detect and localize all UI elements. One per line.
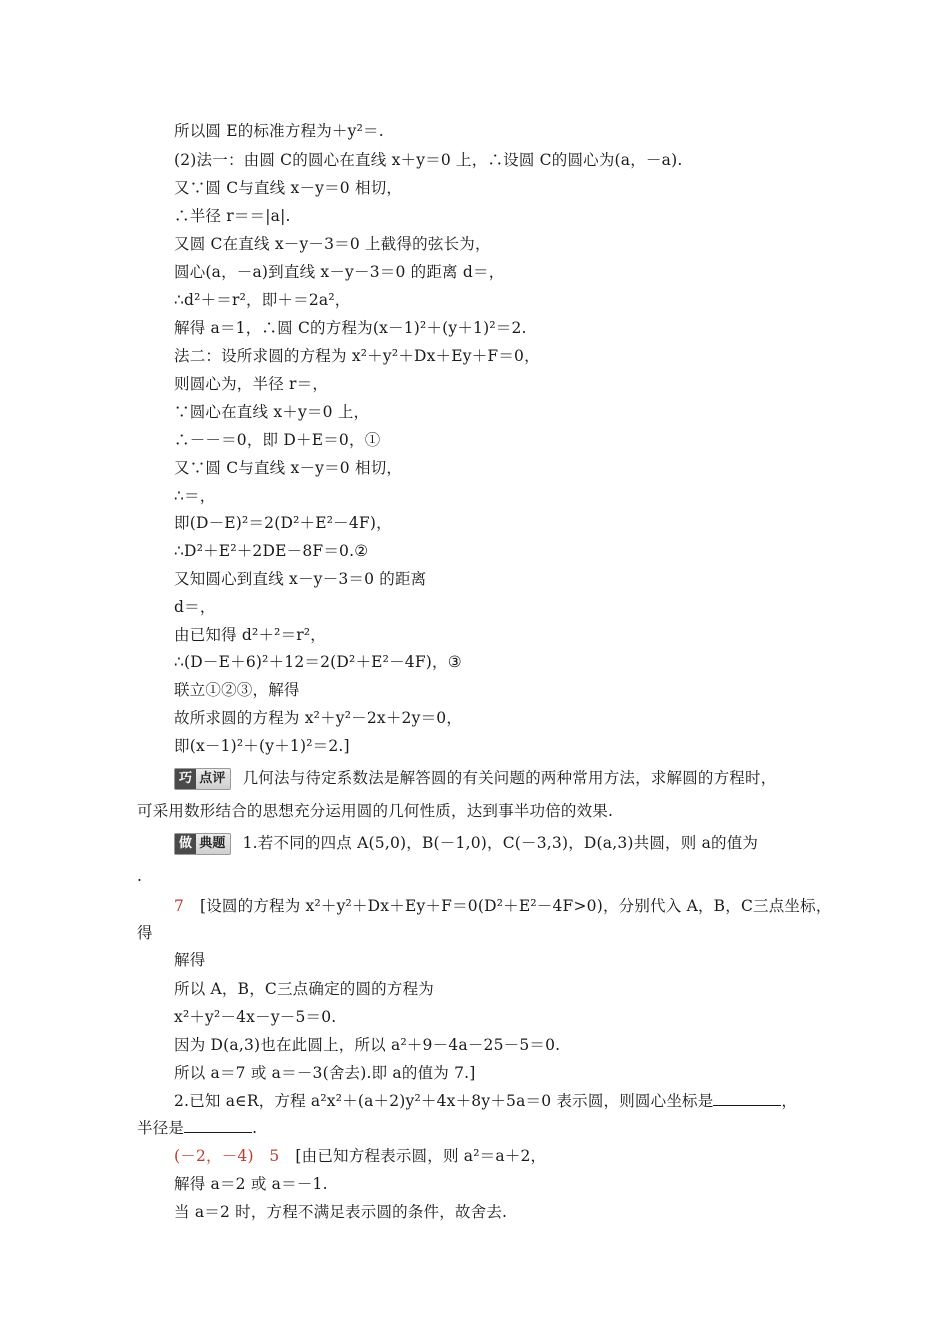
answer-1-line — [174, 896, 832, 916]
question-1-line-2: . — [137, 867, 143, 885]
practice-tag-box: 做 — [175, 834, 196, 854]
answer-1-text: [设圆的方程为 x²＋y²＋Dx＋Ey＋F＝0(D²＋E²－4F>0)，分别代入 A，B，C三点坐标， — [199, 897, 832, 915]
comment-tag — [174, 768, 231, 790]
question-2-text: 2.已知 a∈R，方程 a²x²＋(a＋2)y²＋4x＋8y＋5a＝0 表示圆，则圆心坐标是 — [174, 1092, 714, 1110]
question-1-text: 1.若不同的四点 A(5,0)，B(－1,0)，C(－3,3)，D(a,3)共圆，则 a的值为 — [242, 834, 759, 852]
question-2-radius-text: 半径是 — [137, 1119, 185, 1137]
question-2-line-2 — [137, 1118, 257, 1138]
answer-blank — [184, 1118, 252, 1133]
text-line: 故所求圆的方程为 x²＋y²－2x＋2y＝0， — [174, 709, 463, 727]
question-2-end-punct: . — [252, 1119, 258, 1137]
text-line: ∴d²＋＝r²，即＋＝2a²， — [174, 291, 351, 309]
comment-tag-label: 点评 — [199, 771, 226, 786]
practice-tag — [174, 833, 231, 855]
text-line: 又知圆心到直线 x－y－3＝0 的距离 — [174, 570, 427, 588]
text-line: 则圆心为，半径 r＝， — [174, 375, 329, 393]
text-line: 由已知得 d²＋²＝r²， — [174, 626, 326, 644]
answer-2-text: [由已知方程表示圆，则 a²＝a＋2， — [295, 1147, 547, 1165]
text-line: 又∵圆 C与直线 x－y＝0 相切， — [174, 459, 403, 477]
text-line: 所以圆 E的标准方程为＋y²＝. — [174, 122, 384, 140]
answer-blank — [713, 1091, 781, 1106]
text-line: 又圆 C在直线 x－y－3＝0 上截得的弦长为， — [174, 235, 491, 253]
text-line: 又∵圆 C与直线 x－y＝0 相切， — [174, 179, 403, 197]
answer-1-line-7: 所以 a＝7 或 a＝－3(舍去).即 a的值为 7.] — [174, 1064, 476, 1082]
practice-question-1 — [174, 833, 758, 855]
question-2-punct: ， — [781, 1092, 798, 1110]
comment-tag-box: 巧 — [175, 769, 196, 789]
text-line: ∴－－＝0，即 D＋E＝0，① — [174, 431, 381, 449]
text-line: ∴＝， — [174, 487, 216, 505]
text-line: (2)法一：由圆 C的圆心在直线 x＋y＝0 上，∴设圆 C的圆心为(a，－a). — [174, 151, 683, 169]
text-line: ∵圆心在直线 x＋y＝0 上， — [174, 403, 370, 421]
text-line: 解得 a＝1，∴圆 C的方程为(x－1)²＋(y＋1)²＝2. — [174, 319, 527, 337]
text-line: 法二：设所求圆的方程为 x²＋y²＋Dx＋Ey＋F＝0， — [174, 347, 540, 365]
answer-2-value: (－2，－4) 5 — [174, 1147, 280, 1165]
comment-text: 几何法与待定系数法是解答圆的有关问题的两种常用方法，求解圆的方程时， — [242, 769, 777, 787]
practice-tag-label: 典题 — [199, 836, 226, 851]
text-line: 联立①②③，解得 — [174, 681, 300, 699]
answer-1-line-5: x²＋y²－4x－y－5＝0. — [174, 1008, 337, 1026]
text-line: 圆心(a，－a)到直线 x－y－3＝0 的距离 d＝， — [174, 263, 505, 281]
comment-line-2: 可采用数形结合的思想充分运用圆的几何性质，达到事半功倍的效果. — [137, 802, 614, 820]
practice-question-2 — [174, 1091, 797, 1111]
answer-2-line — [174, 1146, 546, 1166]
answer-1-line-4: 所以 A，B，C三点确定的圆的方程为 — [174, 980, 434, 998]
answer-1-line-6: 因为 D(a,3)也在此圆上，所以 a²＋9－4a－25－5＝0. — [174, 1036, 561, 1054]
answer-2-line-3: 当 a＝2 时，方程不满足表示圆的条件，故舍去. — [174, 1203, 508, 1221]
answer-1-line-2: 得 — [137, 924, 153, 942]
answer-2-line-2: 解得 a＝2 或 a＝－1. — [174, 1175, 328, 1193]
answer-1-line-3: 解得 — [174, 951, 206, 969]
text-line: 即(x－1)²＋(y＋1)²＝2.] — [174, 737, 350, 755]
text-line: 即(D－E)²＝2(D²＋E²－4F)， — [174, 514, 392, 532]
text-line: ∴半径 r＝＝|a|. — [174, 207, 291, 225]
answer-1-value: 7 — [174, 897, 185, 915]
comment-line — [174, 768, 776, 790]
text-line: ∴D²＋E²＋2DE－8F＝0.② — [174, 542, 369, 560]
text-line: d＝， — [174, 598, 216, 616]
text-line: ∴(D－E＋6)²＋12＝2(D²＋E²－4F)，③ — [174, 653, 462, 671]
